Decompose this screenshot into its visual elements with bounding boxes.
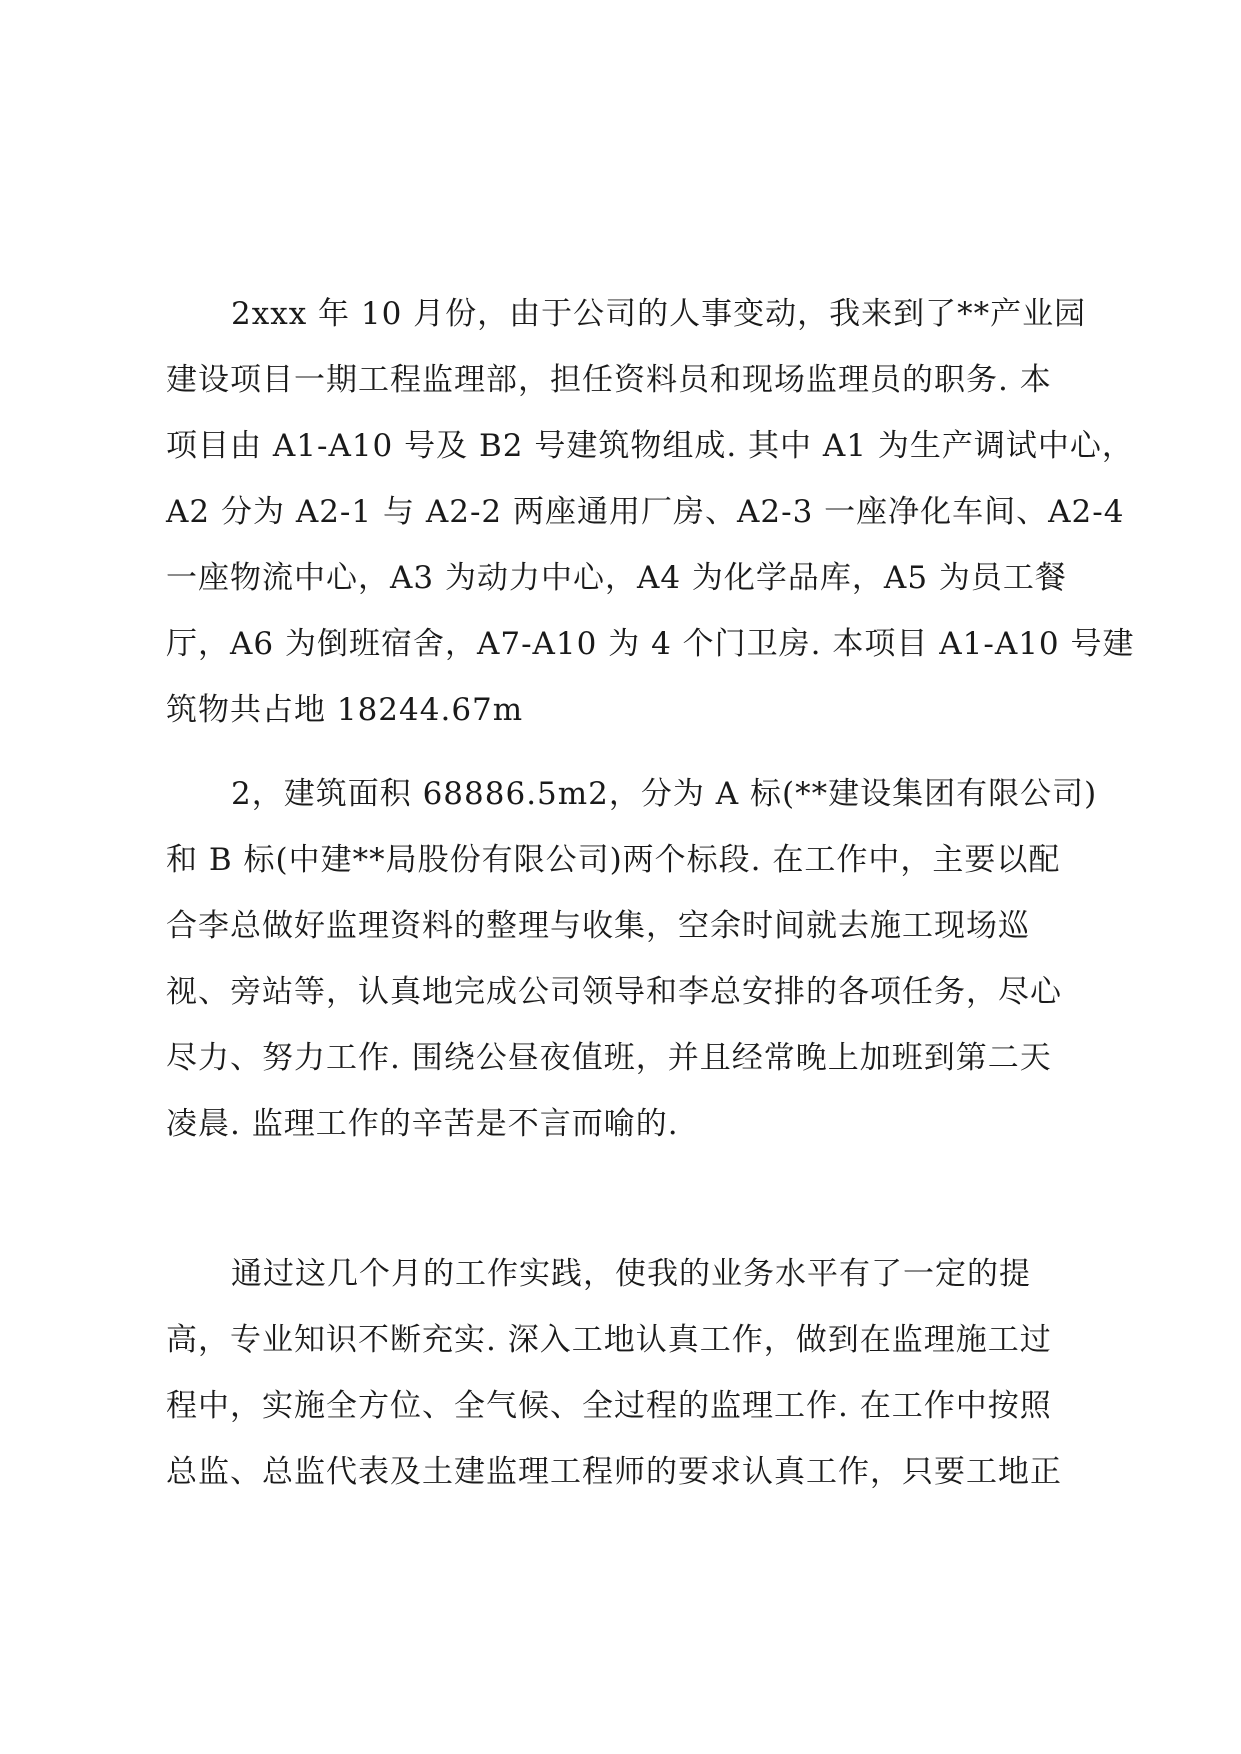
paragraph	[166, 761, 1096, 1157]
paragraph-line: 视、旁站等，认真地完成公司领导和李总安排的各项任务，尽心	[166, 974, 1062, 1010]
paragraph-line: 筑物共占地 18244.67m	[166, 692, 524, 728]
paragraph-line: 尽力、努力工作. 围绕公昼夜值班，并且经常晚上加班到第二天	[166, 1040, 1052, 1076]
paragraph-line: 凌晨. 监理工作的辛苦是不言而喻的.	[166, 1106, 679, 1142]
paragraph-line: 2，建筑面积 68886.5m2，分为 A 标(**建设集团有限公司)	[231, 776, 1098, 812]
paragraph-line: 和 B 标(中建**局股份有限公司)两个标段. 在工作中，主要以配	[166, 842, 1061, 878]
paragraph-line: 一座物流中心，A3 为动力中心，A4 为化学品库，A5 为员工餐	[166, 560, 1067, 596]
paragraph-line: A2 分为 A2-1 与 A2-2 两座通用厂房、A2-3 一座净化车间、A2-4	[166, 494, 1125, 530]
paragraph-line: 合李总做好监理资料的整理与收集，空余时间就去施工现场巡	[166, 908, 1030, 944]
paragraph	[166, 281, 1135, 743]
paragraph	[166, 1241, 1096, 1505]
paragraph-line: 总监、总监代表及土建监理工程师的要求认真工作，只要工地正	[166, 1454, 1062, 1490]
paragraph-line: 程中，实施全方位、全气候、全过程的监理工作. 在工作中按照	[166, 1388, 1052, 1424]
paragraph-line: 建设项目一期工程监理部，担任资料员和现场监理员的职务. 本	[166, 362, 1052, 398]
paragraph-line: 高，专业知识不断充实. 深入工地认真工作，做到在监理施工过	[166, 1322, 1052, 1358]
paragraph-line: 通过这几个月的工作实践，使我的业务水平有了一定的提	[231, 1256, 1031, 1292]
paragraph-line: 项目由 A1-A10 号及 B2 号建筑物组成. 其中 A1 为生产调试中心，	[166, 428, 1134, 464]
paragraph-line: 2xxx 年 10 月份，由于公司的人事变动，我来到了**产业园	[231, 296, 1087, 332]
paragraph-line: 厅，A6 为倒班宿舍，A7-A10 为 4 个门卫房. 本项目 A1-A10 号建	[166, 626, 1135, 662]
